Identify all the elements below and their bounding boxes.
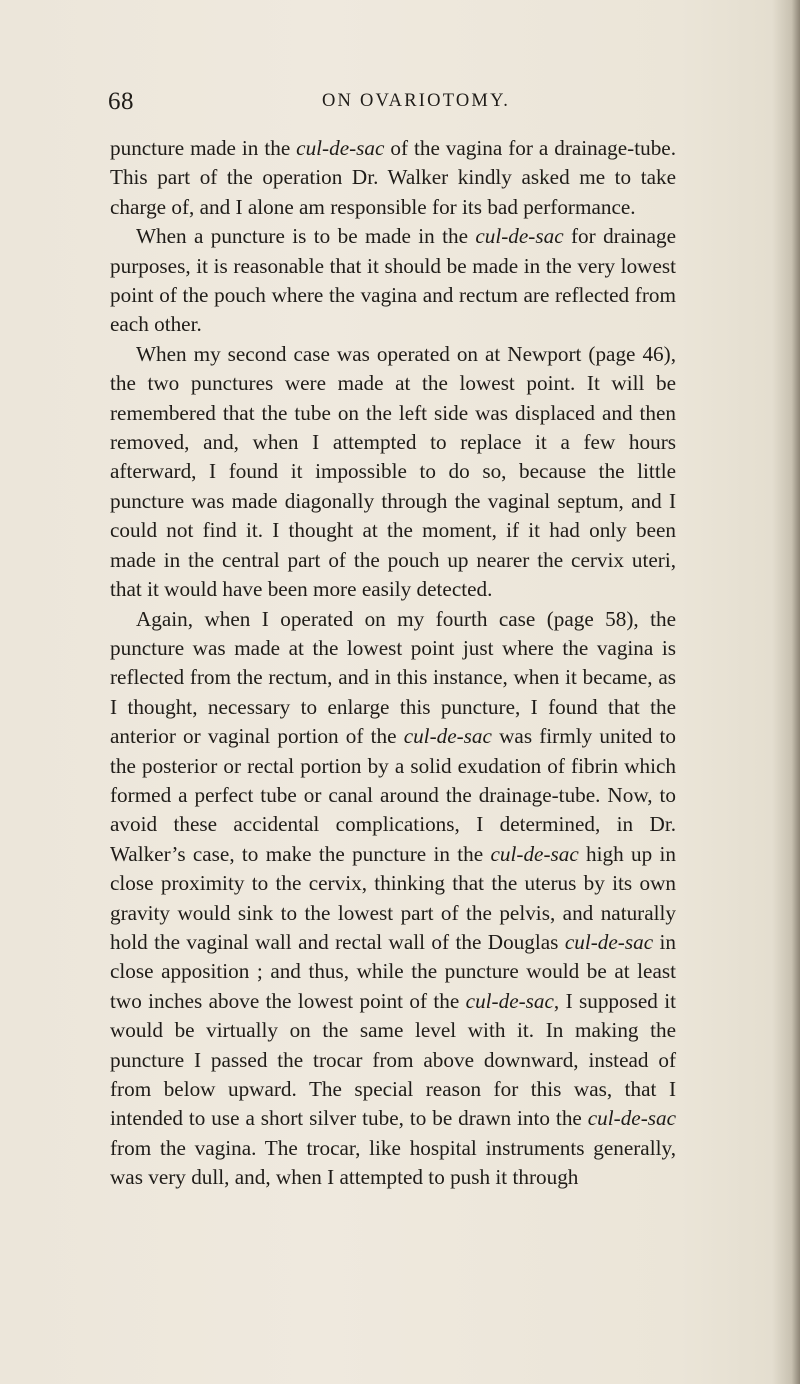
italic-term: cul-de-sac bbox=[475, 224, 564, 249]
page-number: 68 bbox=[108, 88, 134, 115]
text-run: high up in close proximity to the cervix, thinking that the uterus by its own gravity would sink to the lowest part of the pelvis, and naturally hold the vaginal wall and rectal wall of the Douglas bbox=[110, 841, 676, 954]
italic-term: cul-de-sac bbox=[465, 988, 554, 1013]
paragraph bbox=[110, 340, 676, 605]
running-head: ON OVARIOTOMY. bbox=[322, 91, 511, 111]
paragraph bbox=[110, 222, 676, 340]
paragraph bbox=[110, 134, 676, 222]
italic-term: cul-de-sac bbox=[564, 929, 654, 954]
text-run: Again, when I operated on my fourth case (page 58), the puncture was made at the lowest point just where the vagina is reflected from the rectum, and in this instance, when it became, as I thought, necessary to enlarge this puncture, I found that the anterior or vaginal portion of the bbox=[110, 606, 676, 749]
page-edge-shadow bbox=[772, 0, 800, 1384]
italic-term: cul-de-sac bbox=[490, 841, 579, 866]
text-run: from the vagina. The trocar, like hospital instruments generally, was very dull, and, when I attempted to push it through bbox=[110, 1135, 676, 1190]
italic-term: cul-de-sac bbox=[587, 1106, 676, 1131]
paragraph bbox=[110, 605, 676, 1193]
page-header bbox=[0, 80, 800, 120]
text-run: was firmly united to the posterior or rectal portion by a solid exudation of fibrin which formed a perfect tube or canal around the drainage-tube. Now, to avoid these accidental complications, I determined, in Dr. Walker’s case, to make the puncture in the bbox=[110, 724, 676, 866]
text-run: When my second case was operated on at Newport (page 46), the two punctures were made at the lowest point. It will be remembered that the tube on the left side was displaced and then removed, and, when I attempted to replace it a few hours afterward, I found it impossible to do so, because the little puncture was made diagonally through the vaginal septum, and I could not find it. I thought at the moment, if it had only been made in the central part of the pouch up nearer the cervix uteri, that it would have been more easily detected. bbox=[110, 341, 676, 602]
text-run: of the vagina for a drainage-tube. This part of the operation Dr. Walker kindly asked me to take charge of, and I alone am responsible for its bad performance. bbox=[110, 136, 676, 219]
text-run: , I supposed it would be virtually on the same level with it. In making the puncture I passed the trocar from above downward, instead of from below upward. The special reason for this was, that I intended to use a short silver tube, to be drawn into the bbox=[110, 988, 676, 1131]
text-run: When a puncture is to be made in the bbox=[136, 224, 476, 249]
body-text bbox=[110, 134, 676, 1193]
text-run: puncture made in the bbox=[110, 136, 297, 160]
text-run: in close apposition ; and thus, while the puncture would be at least two inches above the lowest point of the bbox=[110, 929, 677, 1013]
italic-term: cul-de-sac bbox=[296, 136, 385, 160]
italic-term: cul-de-sac bbox=[403, 724, 492, 749]
text-run: for drainage purposes, it is reasonable that it should be made in the very lowest point of the pouch where the vagina and rectum are reflected from each other. bbox=[110, 224, 676, 337]
